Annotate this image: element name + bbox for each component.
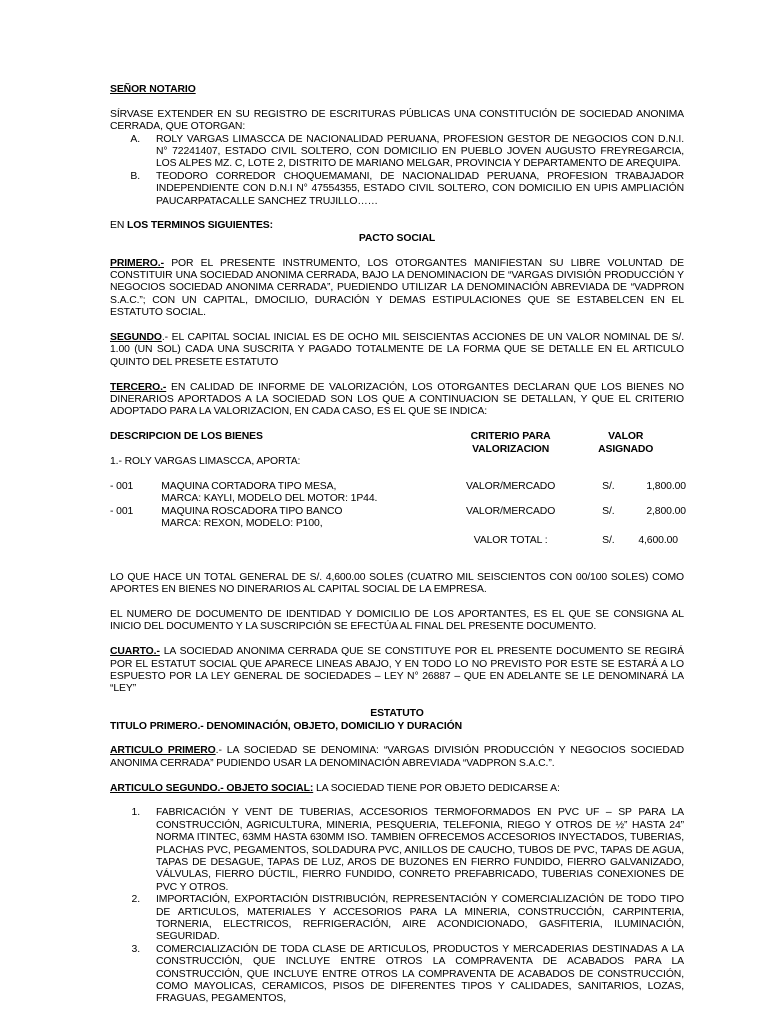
intro-paragraph: SÍRVASE EXTENDER EN SU REGISTRO DE ESCRITURAS PÚBLICAS UNA CONSTITUCIÓN DE SOCIEDAD ANONIMA CERRADA, QUE OTORGAN: [110,108,684,133]
header-title: SEÑOR NOTARIO [110,84,196,95]
estatuto-title: ESTATUTO [370,708,424,720]
articulo-primero: ARTICULO PRIMERO.- LA SOCIEDAD SE DENOMINA: “VARGAS DIVISIÓN PRODUCCIÓN Y NEGOCIOS SOCIEDAD ANONIMA CERRADA” PUDIENDO USAR LA DENOMINACIÓN ABREVIADA “VADPRON S.A.C.”. [110,745,684,769]
total-row [110,531,686,547]
objects-list [110,807,684,1006]
document-paragraph: EL NUMERO DE DOCUMENTO DE IDENTIDAD Y DOMICILIO DE LOS APORTANTES, ES EL QUE SE CONSIGNA AL INICIO DEL DOCUMENTO Y LA SUSCRIPCIÓN SE EFECTÚA AL FINAL DEL PRESENTE DOCUMENTO. [110,608,684,633]
total-value: 4,600.00 [638,534,678,546]
item-description: MAQUINA CORTADORA TIPO MESA, MARCA: KAYLI, MODELO DEL MOTOR: 1P44. [161,480,378,505]
item-currency: S/. [602,505,615,517]
grantor-marker: A. [130,133,140,145]
item-code: - 001 [110,480,134,492]
grantor-marker: B. [130,170,140,182]
table-row [110,506,686,531]
assets-table [110,431,686,547]
item-criterion: VALOR/MERCADO [466,480,556,492]
clause-primero: PRIMERO.- POR EL PRESENTE INSTRUMENTO, LOS OTORGANTES MANIFIESTAN SU LIBRE VOLUNTAD DE CONSTITUIR UNA SOCIEDAD ANONIMA CERRADA, BAJO LA DENOMINACION DE “VARGAS DIVISIÓN PRODUCCIÓN Y NEGOCIOS SOCIEDAD ANONIMA CERRADA”, PUEDIENDO UTILIZAR LA DENOMINACIÓN ABREVIADA DE “VADPRON S.A.C.”; CON UN CAPITAL, DMOCILIO, DURACIÓN Y DEMAS ESTIPULACIONES QUE SE ESTABELCEN EN EL ESTATUTO SOCIAL. [110,257,684,319]
grantor-item [110,171,684,208]
total-currency: S/. [602,534,615,546]
item-code: - 001 [110,505,134,517]
list-item-text: IMPORTACIÓN, EXPORTACIÓN DISTRIBUCIÓN, REPRESENTACIÓN Y COMERCIALIZACIÓN DE TODO TIPO DE ARTICULOS, MATERIALES Y ACCESORIOS PARA LA MINERIA, CONSTRUCCIÓN, CARPINTERIA, TORNERIA, ELECTRICOS, REFRIGERACIÓN, AIRE ACONDICIONADO, GASFITERIA, ILUMINACIÓN, SEGURIDAD. [156,894,684,943]
clause-segundo: SEGUNDO.- EL CAPITAL SOCIAL INICIAL ES DE OCHO MIL SEISCIENTAS ACCIONES DE UN VALOR NOMINAL DE S/. 1.00 (UN SOL) CADA UNA SUSCRITA Y PAGADO TOTALMENTE DE LA FORMA QUE SE DETALLE EN EL ARTICULO QUINTO DEL PRESETE ESTATUTO [110,332,684,368]
total-paragraph: LO QUE HACE UN TOTAL GENERAL DE S/. 4,600.00 SOLES (CUATRO MIL SEISCIENTOS CON 00/100 SOLES) COMO APORTES EN BIENES NO DINERARIOS AL CAPITAL SOCIAL DE LA EMPRESA. [110,571,684,596]
list-item-number: 2. [131,894,140,906]
grantor-text: ROLY VARGAS LIMASCCA DE NACIONALIDAD PERUANA, PROFESION GESTOR DE NEGOCIOS CON D.N.I. N° 72241407, ESTADO CIVIL SOLTERO, CON DOMICILIO EN PUEBLO JOVEN AUGUSTO FREYREGARCIA, LOS ALPES MZ. C, LOTE 2, DISTRITO DE MARIANO MELGAR, PROVINCIA Y DEPARTAMENTO DE AREQUIPA. [156,133,684,170]
terms-line: EN LOS TERMINOS SIGUIENTES: [110,220,273,232]
list-item [110,807,684,894]
articulo-segundo: ARTICULO SEGUNDO.- OBJETO SOCIAL: LA SOCIEDAD TIENE POR OBJETO DEDICARSE A: [110,782,560,794]
grantors-list [110,134,684,208]
assets-header-row [110,431,686,456]
col-criterion-header: CRITERIO PARA VALORIZACION [470,431,551,455]
contributor-row [110,456,686,468]
list-item-text: COMERCIALIZACIÓN DE TODA CLASE DE ARTICULOS, PRODUCTOS Y MERCADERIAS DESTINADAS A LA CONSTRUCCIÓN, QUE INCLUYE ENTRE OTROS LA COMPRAVENTA DE ACABADOS PARA LA CONSTRUCCIÓN, QUE INCLUYE ENTRE OTROS LA COMPRAVENTA DE ACABADOS DE CONSTRUCCIÓN, COMO MAYOLICAS, CERAMICOS, PISOS DE DIFERENTES TIPOS Y CALIDADES, SANITARIOS, LOZAS, FRAGUAS, PEGAMENTOS, [156,943,684,1005]
item-description: MAQUINA ROSCADORA TIPO BANCO MARCA: REXON, MODELO: P100, [161,505,343,530]
table-row [110,481,686,506]
clause-tercero: TERCERO.- EN CALIDAD DE INFORME DE VALORIZACIÓN, LOS OTORGANTES DECLARAN QUE LOS BIENES NO DINERARIOS APORTADOS A LA SOCIEDAD SON LOS QUE A CONTINUACION SE DETALLAN, Y QUE EL CRITERIO ADOPTADO PARA LA VALORIZACION, EN CADA CASO, ES EL QUE SE INDICA: [110,381,684,418]
item-criterion: VALOR/MERCADO [466,505,556,517]
item-value: 2,800.00 [646,505,686,517]
col-description-header: DESCRIPCION DE LOS BIENES [110,431,263,443]
clause-cuarto: CUARTO.- LA SOCIEDAD ANONIMA CERRADA QUE SE CONSTITUYE POR EL PRESENTE DOCUMENTO SE REGIRÁ POR EL ESTATUT SOCIAL QUE APARECE LINEAS ABAJO, Y EN TODO LO NO PREVISTO POR ESTE SE ESTARÁ A LO ESPUESTO POR LA LEY GENERAL DE SOCIEDADES – LEY N° 26887 – QUE EN ADELANTE SE LE DENOMINARÁ LA “LEY” [110,646,684,695]
item-value: 1,800.00 [646,480,686,492]
grantor-item [110,134,684,171]
list-item-number: 1. [131,807,140,819]
contributor-label: 1.- ROLY VARGAS LIMASCCA, APORTA: [110,456,301,468]
item-currency: S/. [602,480,615,492]
list-item-number: 3. [131,943,140,955]
list-item [110,944,684,1006]
list-item-text: FABRICACIÓN Y VENT DE TUBERIAS, ACCESORIOS TERMOFORMADOS EN PVC UF – SP PARA LA CONSTRUCCIÓN, AGRICULTURA, MINERIA, PESQUERIA, TELEFONIA, RIEGO Y OTROS DE ½” HASTA 24” NORMA ITINTEC, 63MM HASTA 630MM ISO. TAMBIEN OFRECEMOS ACCESORIOS INYECTADOS, TUBERIAS, PLACHAS PVC, PEGAMENTOS, SOLDADURA PVC, ANILLOS DE CAUCHO, TUBOS DE PVC, TAPAS DE AGUA, TAPAS DE DESAGUE, TAPAS DE LUZ, AROS DE BUZONES EN FIERRO FUNDIDO, FIERRO GALVANIZADO, VÁLVULAS, FIERRO DÚCTIL, FIERRO FUNDIDO, CONRETO PREFABRICADO, TUBERIAS CONEXIONES DE PVC Y OTROS. [156,807,684,893]
titulo-primero-heading: TITULO PRIMERO.- DENOMINACIÓN, OBJETO, DOMICILIO Y DURACIÓN [110,720,463,732]
list-item [110,894,684,944]
col-value-header: VALOR ASIGNADO [598,431,654,455]
grantor-text: TEODORO CORREDOR CHOQUEMAMANI, DE NACIONALIDAD PERUANA, PROFESION TRABAJADOR INDEPENDIENTE CON D.N.I N° 47554355, ESTADO CIVIL SOLTERO, CON DOMICILIO EN UPIS AMPLIACIÓN PAUCARPATACALLE SANCHEZ TRUJILLO…… [156,170,684,207]
pacto-social-title: PACTO SOCIAL [358,232,436,244]
total-label: VALOR TOTAL : [473,534,548,546]
